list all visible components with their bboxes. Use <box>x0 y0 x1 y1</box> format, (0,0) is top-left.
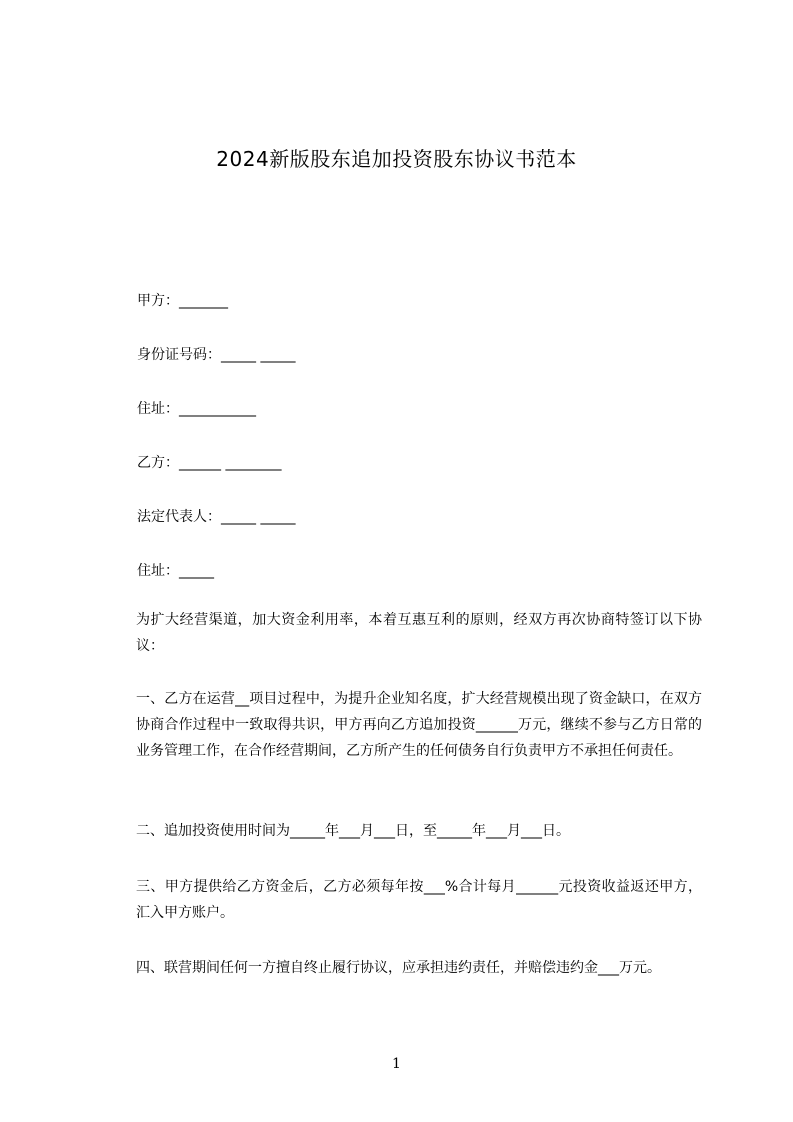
address-b-field: 住址：_____ <box>137 563 214 579</box>
clause-4-paragraph: 四、联营期间任何一方擅自终止履行协议，应承担违约责任，并赔偿违约金___万元。 <box>136 960 661 976</box>
clause-1-paragraph: 一、乙方在运营__项目过程中，为提升企业知名度，扩大经营规模出现了资金缺口，在双方协商合作过程中一致取得共识，甲方再向乙方追加投资______万元，继续不参与乙方日常的业务管理工作，在合作经营期间，乙方所产生的任何债务自行负责甲方不承担任何责任。 <box>136 691 702 759</box>
legal-representative-field: 法定代表人：_____ _____ <box>137 509 296 525</box>
party-a-field: 甲方：_______ <box>137 293 228 309</box>
party-b-field: 乙方：______ ________ <box>137 455 282 471</box>
intro-paragraph: 为扩大经营渠道，加大资金利用率，本着互惠互利的原则，经双方再次协商特签订以下协议： <box>136 612 702 654</box>
clause-2-paragraph: 二、追加投资使用时间为_____年___月___日，至_____年___月___日。 <box>136 823 570 839</box>
id-number-field: 身份证号码：_____ _____ <box>137 347 296 363</box>
page-number: 1 <box>392 1056 401 1072</box>
address-a-field: 住址：___________ <box>137 401 256 417</box>
document-title: 2024新版股东追加投资股东协议书范本 <box>216 147 577 171</box>
clause-3-paragraph: 三、甲方提供给乙方资金后，乙方必须每年按___%合计每月______元投资收益返还甲方，汇入甲方账户。 <box>136 879 702 921</box>
